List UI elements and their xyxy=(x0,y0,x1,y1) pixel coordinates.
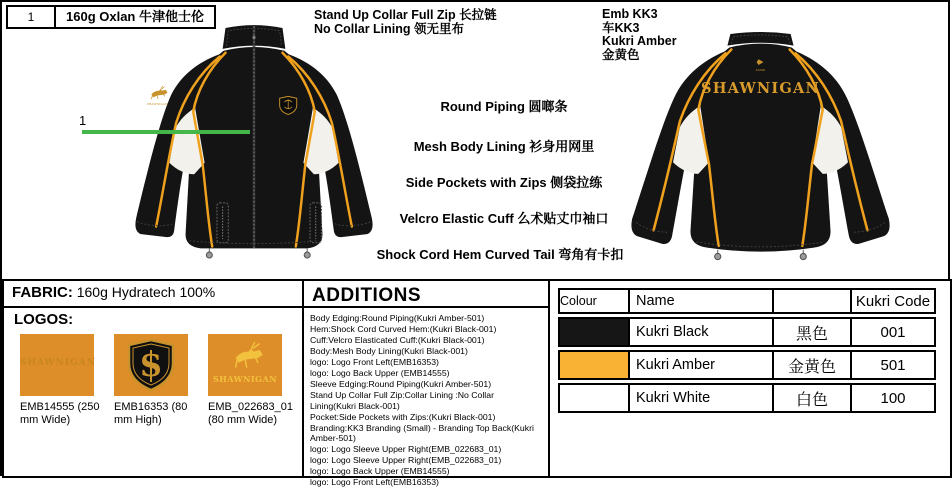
hem-toggles xyxy=(206,248,310,258)
callout-shock-cord-hem: Shock Cord Hem Curved Tail 弯角有卡扣 xyxy=(376,247,624,262)
kukri-brand-text: KUKRI xyxy=(755,67,766,72)
additions-body-box xyxy=(302,306,550,487)
logos-box xyxy=(2,306,304,478)
logo-item-emb16353 xyxy=(114,334,207,426)
sleeve-logo-text: SHAWNIGAN xyxy=(146,101,168,106)
colour-code: 100 xyxy=(852,383,936,413)
addition-line: logo: Logo Sleeve Upper Right(EMB_022683_01) xyxy=(310,444,502,454)
emb-note-line4: 金黄色 xyxy=(602,47,640,62)
addition-line: logo: Logo Back Upper (EMB14555) xyxy=(310,368,450,378)
front-zipper xyxy=(252,26,255,248)
colour-chinese: 黑色 xyxy=(774,317,852,347)
additions-list xyxy=(304,308,548,493)
addition-line: Body:Mesh Body Lining(Kukri Black-001) xyxy=(310,346,468,356)
addition-line: Cuff:Velcro Elasticated Cuff:(Kukri Black-001) xyxy=(310,335,485,345)
addition-line: logo: Logo Sleeve Upper Right(EMB_022683_01) xyxy=(310,455,502,465)
header-kukri-code: Kukri Code xyxy=(852,288,936,314)
colour-chinese: 金黄色 xyxy=(774,350,852,380)
jacket-front-view xyxy=(121,22,387,262)
colour-table-box xyxy=(548,279,952,478)
callout-round-piping: Round Piping 圆啷条 xyxy=(440,99,568,114)
emb-note-line1: Emb KK3 xyxy=(602,7,658,21)
stag-wordmark-logo xyxy=(208,334,282,396)
shawnigan-wordmark-logo xyxy=(20,334,94,396)
fabric-tag-index: 1 xyxy=(8,7,56,27)
stag-wordmark-text: SHAWNIGAN xyxy=(212,374,278,384)
addition-line: Pocket:Side Pockets with Zips:(Kukri Black-001) xyxy=(310,411,496,422)
logo-caption: EMB_022683_01 (80 mm Wide) xyxy=(208,401,294,426)
back-collar xyxy=(727,32,793,46)
shield-monogram: S xyxy=(140,349,162,384)
colour-code: 501 xyxy=(852,350,936,380)
logo-row xyxy=(4,328,302,426)
header-chinese xyxy=(774,288,852,314)
pointer-label: 1 xyxy=(79,113,87,128)
collar-note-line2: No Collar Lining 领无里布 xyxy=(314,22,464,36)
shawnigan-wordmark-text: SHAWNIGAN xyxy=(20,358,96,368)
pointer-line xyxy=(82,130,250,134)
colour-table-header-row xyxy=(558,288,936,314)
emb-note-line2: 车KK3 xyxy=(602,20,640,35)
addition-line: logo: Logo Front Left(EMB16353) xyxy=(310,357,439,367)
addition-line: Stand Up Collar Full Zip:Collar Lining :No Collar Lining(Kukri Black-001) xyxy=(310,390,494,411)
sleeve-stag-logo xyxy=(147,86,168,106)
addition-line: logo: Logo Back Upper (EMB14555) xyxy=(310,466,450,476)
callout-side-pockets: Side Pockets with Zips 侧袋拉练 xyxy=(405,175,603,190)
addition-line: Hem:Shock Cord Curved Hem:(Kukri Black-001) xyxy=(310,324,497,334)
swatch-kukri-amber xyxy=(558,350,630,380)
colour-name: Kukri White xyxy=(630,383,774,413)
additions-title: ADDITIONS xyxy=(312,285,421,306)
logos-title: LOGOS: xyxy=(14,311,74,328)
logo-item-emb14555 xyxy=(20,334,113,426)
header-colour: Colour xyxy=(558,288,630,314)
logo-caption: EMB16353 (80 mm High) xyxy=(114,401,188,426)
callout-mesh-lining: Mesh Body Lining 衫身用网里 xyxy=(413,139,595,154)
header-name: Name xyxy=(630,288,774,314)
callout-velcro-cuff: Velcro Elastic Cuff 么术贴丈巾袖口 xyxy=(399,211,609,226)
shield-crest-logo xyxy=(114,334,188,396)
zip-pull-icon xyxy=(252,36,255,39)
back-wordmark: SHAWNIGAN xyxy=(701,80,820,98)
stag-icon xyxy=(208,334,282,396)
fabric-box xyxy=(2,279,304,308)
table-row xyxy=(558,317,936,347)
fabric-tag-label: 160g Oxlan 牛津他士伦 xyxy=(66,9,204,24)
logo-item-emb022683 xyxy=(208,334,301,426)
addition-line: logo: Logo Front Left(EMB16353) xyxy=(310,477,439,487)
shield-crest-icon xyxy=(114,334,188,396)
addition-line: Branding:KK3 Branding (Small) - Branding Top Back(Kukri Amber-501) xyxy=(310,422,534,443)
addition-line: Body Edging:Round Piping(Kukri Amber-501) xyxy=(310,313,485,323)
colour-name: Kukri Black xyxy=(630,317,774,347)
jacket-back-view xyxy=(624,32,897,275)
colour-name: Kukri Amber xyxy=(630,350,774,380)
addition-line: Sleeve Edging:Round Piping(Kukri Amber-501) xyxy=(310,379,492,389)
emb-note-line3: Kukri Amber xyxy=(602,34,677,48)
table-row xyxy=(558,350,936,380)
table-row xyxy=(558,383,936,413)
collar-note-line1: Stand Up Collar Full Zip 长拉链 xyxy=(314,8,497,22)
chest-crest-logo xyxy=(280,96,297,114)
swatch-kukri-white xyxy=(558,383,630,413)
colour-chinese: 白色 xyxy=(774,383,852,413)
fabric-label: FABRIC: xyxy=(12,284,73,301)
colour-table xyxy=(558,285,936,416)
swatch-kukri-black xyxy=(558,317,630,347)
logo-caption: EMB14555 (250 mm Wide) xyxy=(20,401,100,426)
colour-code: 001 xyxy=(852,317,936,347)
fabric-value: 160g Hydratech 100% xyxy=(76,284,216,300)
additions-header-box xyxy=(302,279,550,308)
